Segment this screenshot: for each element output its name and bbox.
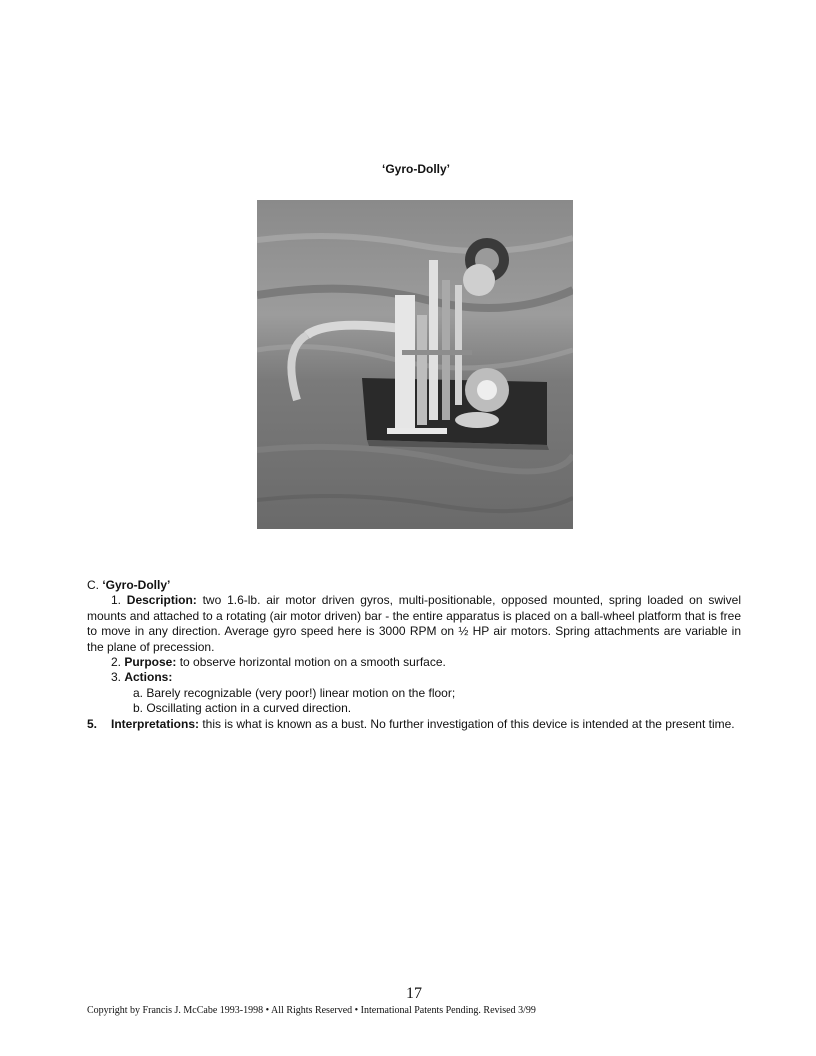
figure-title: ‘Gyro-Dolly’ (381, 162, 450, 176)
interpretations-label: Interpretations: (111, 716, 200, 731)
page-number: 17 (406, 985, 422, 1002)
description-label: Description: (126, 593, 197, 608)
description-text: two 1.6-lb. air motor driven gyros, multi-positionable, opposed mounted, spring loaded on swivel mounts and attached to a rotating (air motor driven) bar - the entire apparatus is placed on a ball-wheel platform that is free to move in any direction. Average gyro speed here is 3000 RPM on ½ HP air motors. Spring attachments are variable in the plane of precession. (87, 593, 741, 654)
actions-line (87, 670, 741, 685)
purpose-label: Purpose: (124, 655, 177, 670)
purpose-num: 2. (111, 655, 125, 670)
actions-label: Actions: (124, 670, 173, 685)
description-num: 1. (111, 593, 127, 608)
interpretations-body (111, 717, 741, 732)
description-paragraph (87, 593, 741, 655)
gyro-dolly-photo (257, 200, 573, 529)
purpose-text: to observe horizontal motion on a smooth surface. (176, 655, 446, 670)
action-b: b. Oscillating action in a curved direction. (133, 701, 352, 716)
purpose-line (87, 655, 741, 670)
interpretations-num: 5. (87, 716, 98, 731)
section-name: ‘Gyro-Dolly’ (102, 578, 171, 592)
copyright-footer: Copyright by Francis J. McCabe 1993-1998 • All Rights Reserved • International Patents Pending. Revised 3/99 (87, 1005, 536, 1016)
interpretations-text: this is what is known as a bust. No further investigation of this device is intended at the present time. (199, 716, 735, 731)
interpretations-item (87, 717, 741, 732)
actions-num: 3. (111, 670, 125, 685)
action-a: a. Barely recognizable (very poor!) linear motion on the floor; (133, 685, 456, 700)
gyro-dolly-section (87, 578, 741, 732)
section-prefix: C. (87, 578, 103, 592)
section-heading (87, 578, 741, 593)
